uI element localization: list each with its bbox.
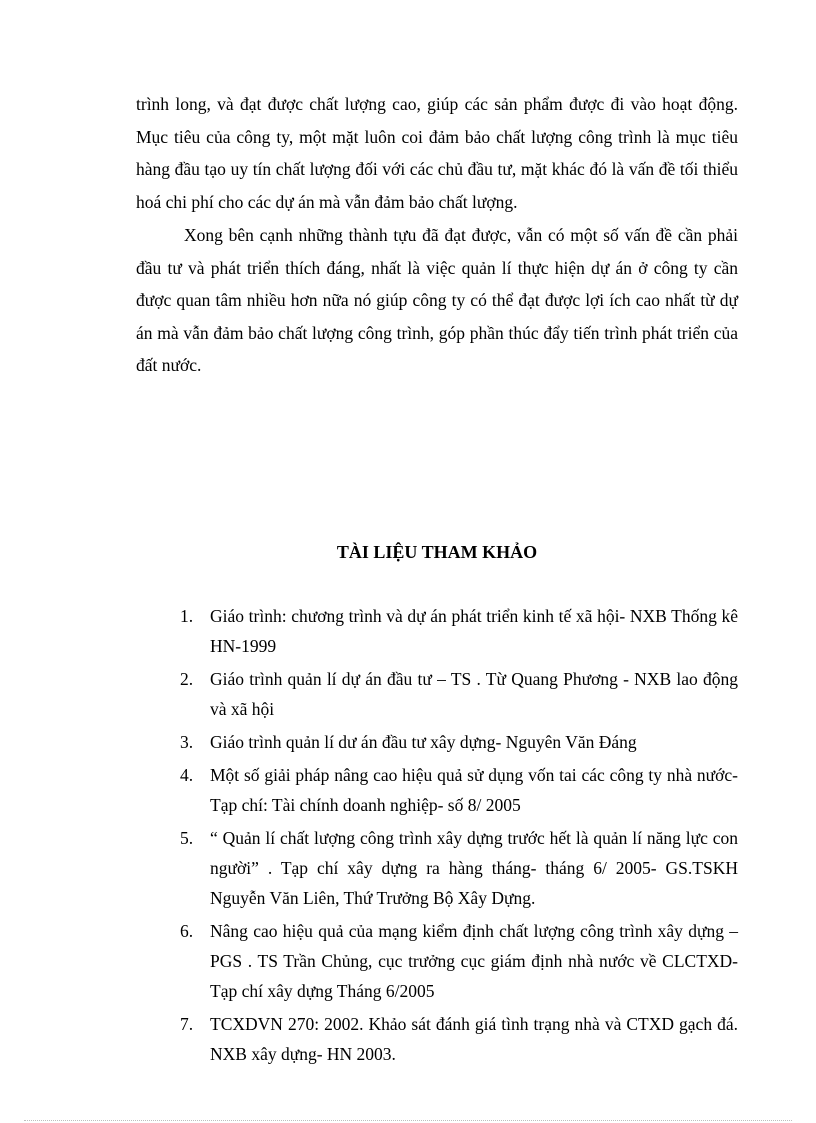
body-paragraph: trình long, và đạt được chất lượng cao, giúp các sản phẩm được đi vào hoạt động. Mục tiêu của công ty, một mặt luôn coi đảm bảo chất lượng công trình là mục tiêu hàng đầu tạo uy tín chất lượng đối với các chủ đầu tư, mặt khác đó là vấn đề tối thiểu hoá chi phí cho các dự án mà vẫn đảm bảo chất lượng. xyxy=(136,94,738,212)
reference-number: 6. xyxy=(180,921,194,941)
reference-number: 7. xyxy=(180,1014,194,1034)
reference-text: Một số giải pháp nâng cao hiệu quả sử dụng vốn tai các công ty nhà nước- Tạp chí: Tài chính doanh nghiệp- số 8/ 2005 xyxy=(210,765,738,815)
reference-text: “ Quản lí chất lượng công trình xây dựng trước hết là quản lí năng lực con người” . Tạp chí xây dựng ra hàng tháng- tháng 6/ 2005- GS.TSKH Nguyễn Văn Liên, Thứ Trưởng Bộ Xây Dựng. xyxy=(210,828,738,908)
reference-item xyxy=(180,601,738,661)
reference-item xyxy=(180,916,738,1006)
reference-item xyxy=(180,823,738,913)
reference-text: Giáo trình quản lí dự án đầu tư – TS . Từ Quang Phương - NXB lao động và xã hội xyxy=(210,669,738,719)
body-paragraph: Xong bên cạnh những thành tựu đã đạt được, vẫn có một số vấn đề cần phải đầu tư và phát triển thích đáng, nhất là việc quản lí thực hiện dự án ở công ty cần được quan tâm nhiều hơn nữa nó giúp công ty có thể đạt được lợi ích cao nhất từ dự án mà vẫn đảm bảo chất lượng công trình, góp phần thúc đẩy tiến trình phát triển của đất nước. xyxy=(136,225,738,375)
reference-text: TCXDVN 270: 2002. Khảo sát đánh giá tình trạng nhà và CTXD gạch đá. NXB xây dựng- HN 2003. xyxy=(210,1014,738,1064)
reference-number: 4. xyxy=(180,765,194,785)
references-list xyxy=(180,601,738,1072)
reference-number: 1. xyxy=(180,606,194,626)
references-heading: TÀI LIỆU THAM KHẢO xyxy=(336,542,538,562)
reference-text: Giáo trình: chương trình và dự án phát triển kinh tế xã hội- NXB Thống kê HN-1999 xyxy=(210,606,738,656)
reference-item xyxy=(180,727,738,757)
reference-item xyxy=(180,664,738,724)
reference-item xyxy=(180,760,738,820)
reference-item xyxy=(180,1009,738,1069)
reference-number: 5. xyxy=(180,828,194,848)
page-bottom-divider xyxy=(24,1120,792,1121)
reference-text: Giáo trình quản lí dư án đầu tư xây dựng- Nguyên Văn Đáng xyxy=(210,732,637,752)
reference-number: 2. xyxy=(180,669,194,689)
reference-text: Nâng cao hiệu quả của mạng kiểm định chất lượng công trình xây dựng – PGS . TS Trần Chủng, cục trưởng cục giám định nhà nước về CLCTXD- Tạp chí xây dựng Tháng 6/2005 xyxy=(210,921,738,1001)
reference-number: 3. xyxy=(180,732,194,752)
